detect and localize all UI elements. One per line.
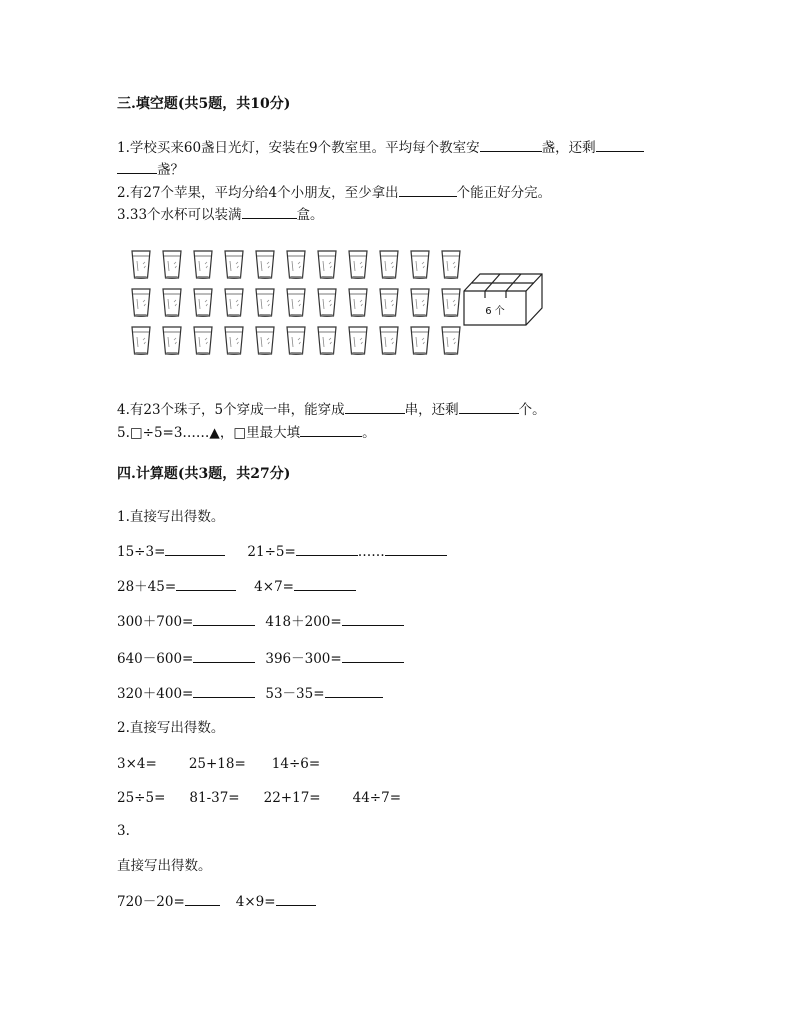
- question-1-line1: [117, 138, 644, 157]
- answer-blank[interactable]: [165, 542, 225, 556]
- answer-blank[interactable]: [193, 649, 255, 663]
- expr: 25÷5=: [117, 790, 166, 806]
- cups-and-box-illustration: [128, 246, 558, 361]
- q1-blank-2b[interactable]: [117, 160, 157, 174]
- calc2-row-1: [117, 755, 320, 773]
- q4-text-b: 串，还剩: [404, 402, 459, 418]
- q1-blank-1[interactable]: [480, 138, 542, 152]
- answer-blank[interactable]: [185, 892, 220, 906]
- part3-title: 直接写出得数。: [117, 858, 212, 874]
- question-3: [117, 205, 324, 224]
- q1-blank-2a[interactable]: [596, 138, 644, 152]
- answer-blank[interactable]: [193, 612, 255, 626]
- expr: 14÷6=: [271, 756, 321, 772]
- expr: 3×4=: [117, 756, 157, 772]
- q5-text-a: 5.□÷5=3……▲，□里最大填: [117, 425, 301, 441]
- calc-row-3: [117, 612, 404, 631]
- answer-blank[interactable]: [325, 684, 383, 698]
- q3-blank[interactable]: [242, 205, 297, 219]
- q1-text-a: 1.学校买来60盏日光灯，安装在9个教室里。平均每个教室安: [117, 140, 480, 156]
- expr: 44÷7=: [352, 790, 401, 806]
- expr: 300＋700=: [117, 614, 194, 630]
- expr: 4×9=: [235, 894, 276, 910]
- question-1-line2: [117, 160, 184, 179]
- q3-text-a: 3.33个水杯可以装满: [117, 207, 242, 223]
- q4-blank-1[interactable]: [345, 400, 405, 414]
- calc-row-5: [117, 684, 383, 703]
- answer-blank[interactable]: [193, 684, 255, 698]
- expr: 22+17=: [263, 790, 321, 806]
- q4-blank-2[interactable]: [459, 400, 519, 414]
- q2-text-b: 个能正好分完。: [456, 185, 552, 201]
- box-label: 6 个: [485, 306, 505, 317]
- expr: 4×7=: [254, 579, 294, 595]
- answer-blank[interactable]: [296, 542, 358, 556]
- q1-text-c: 盏？: [157, 162, 184, 178]
- part2-title: 2.直接写出得数。: [117, 720, 225, 736]
- calc3-row-1: [117, 892, 316, 911]
- answer-blank[interactable]: [294, 577, 356, 591]
- q2-text-a: 2.有27个苹果，平均分给4个小朋友，至少拿出: [117, 185, 399, 201]
- part1-title: 1.直接写出得数。: [117, 509, 225, 525]
- answer-blank[interactable]: [276, 892, 316, 906]
- expr: 25+18=: [188, 756, 246, 772]
- remainder-blank[interactable]: [385, 542, 447, 556]
- section4-title: 四.计算题(共3题，共27分): [117, 466, 291, 482]
- expr: 640－600=: [117, 651, 194, 667]
- six-cup-box: [464, 274, 542, 325]
- cup-grid: [132, 251, 460, 355]
- expr: 28＋45=: [117, 579, 177, 595]
- question-4: [117, 400, 546, 419]
- q2-blank[interactable]: [399, 183, 457, 197]
- calc-row-2: [117, 577, 356, 596]
- q5-blank[interactable]: [300, 423, 362, 437]
- q5-text-b: 。: [362, 425, 376, 441]
- expr: 396－300=: [265, 651, 342, 667]
- expr: 53－35=: [265, 686, 325, 702]
- expr: 81-37=: [189, 790, 240, 806]
- answer-blank[interactable]: [342, 649, 404, 663]
- q1-text-b: 盏，还剩: [541, 140, 596, 156]
- part3-number: 3.: [117, 823, 130, 839]
- expr: 320＋400=: [117, 686, 194, 702]
- answer-blank[interactable]: [176, 577, 236, 591]
- expr: 15÷3=: [117, 544, 166, 560]
- ellipsis: ……: [357, 544, 385, 560]
- calc-row-1: [117, 542, 447, 561]
- calc2-row-2: [117, 789, 401, 807]
- section3-title: 三.填空题(共5题，共10分): [117, 96, 291, 112]
- calc-row-4: [117, 649, 404, 668]
- expr: 418＋200=: [265, 614, 342, 630]
- q4-text-a: 4.有23个珠子，5个穿成一串，能穿成: [117, 402, 345, 418]
- q3-text-b: 盒。: [296, 207, 324, 223]
- q4-text-c: 个。: [518, 402, 546, 418]
- expr: 720－20=: [117, 894, 185, 910]
- question-5: [117, 423, 376, 442]
- expr: 21÷5=: [247, 544, 296, 560]
- question-2: [117, 183, 551, 202]
- answer-blank[interactable]: [342, 612, 404, 626]
